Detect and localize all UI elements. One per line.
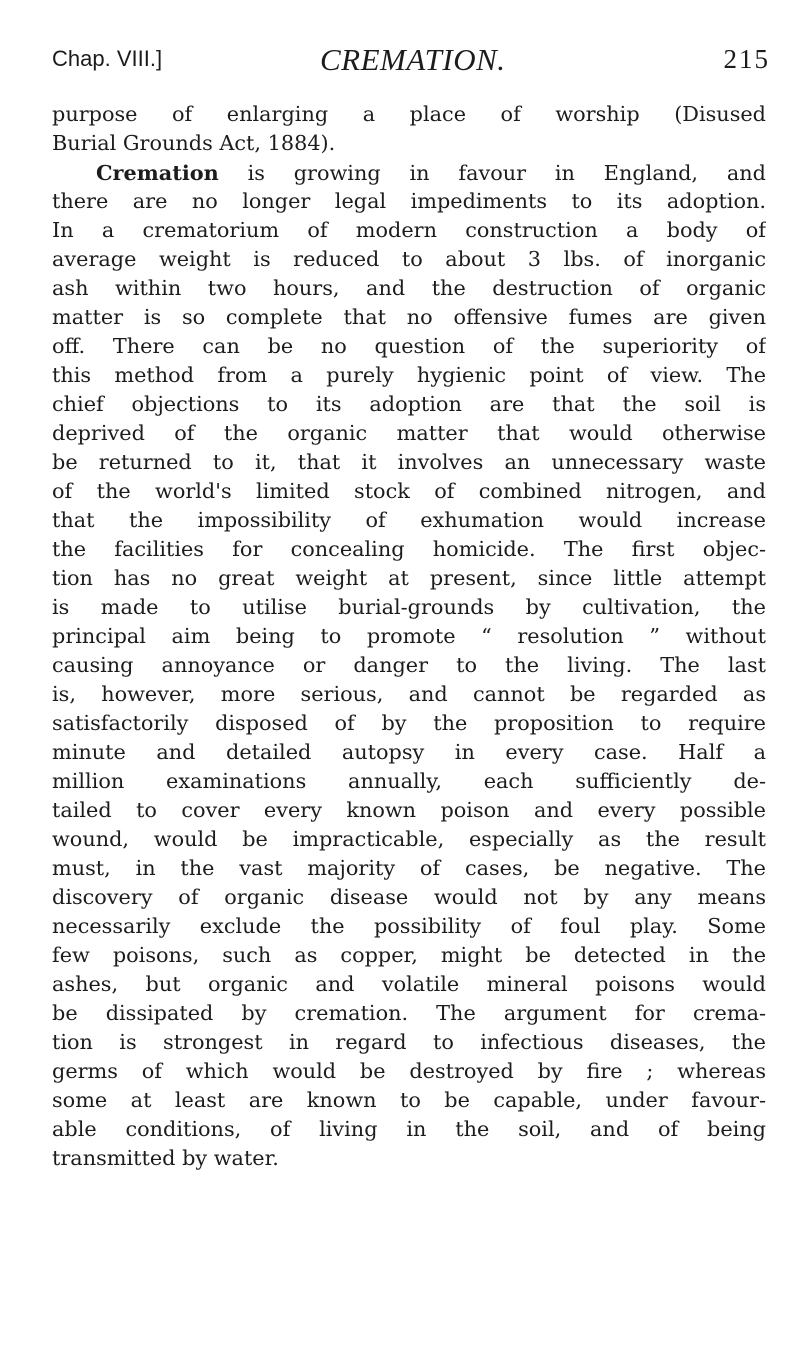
text-line: germs of which would be destroyed by fire ; whereas bbox=[52, 1059, 766, 1083]
text-line: tion is strongest in regard to infectious diseases, the bbox=[52, 1030, 766, 1054]
text-line: Burial Grounds Act, 1884). bbox=[52, 131, 336, 155]
text-line: satisfactorily disposed of by the proposition to require bbox=[52, 711, 766, 735]
text-line: is, however, more serious, and cannot be regarded as bbox=[52, 682, 766, 706]
text-line: necessarily exclude the possibility of foul play. Some bbox=[52, 914, 766, 938]
text-line: ash within two hours, and the destruction of organic bbox=[52, 276, 766, 300]
text-line: able conditions, of living in the soil, and of being bbox=[52, 1117, 766, 1141]
text-line: be dissipated by cremation. The argument for crema- bbox=[52, 1001, 766, 1025]
text-line: minute and detailed autopsy in every case. Half a bbox=[52, 740, 766, 764]
running-head bbox=[52, 42, 770, 82]
paragraph-closing-line: transmitted by water. bbox=[52, 1146, 279, 1170]
text-line: must, in the vast majority of cases, be negative. The bbox=[52, 856, 766, 880]
text-line: In a crematorium of modern construction a body of bbox=[52, 218, 766, 242]
text-line: that the impossibility of exhumation would increase bbox=[52, 508, 766, 532]
text-line: few poisons, such as copper, might be detected in the bbox=[52, 943, 766, 967]
cremation-lead-word: Cremation bbox=[96, 160, 219, 185]
text-line: matter is so complete that no offensive fumes are given bbox=[52, 305, 766, 329]
text-line: causing annoyance or danger to the living. The last bbox=[52, 653, 766, 677]
text-line: tion has no great weight at present, since little attempt bbox=[52, 566, 766, 590]
text-line: of the world's limited stock of combined nitrogen, and bbox=[52, 479, 766, 503]
text-line: there are no longer legal impediments to its adoption. bbox=[52, 189, 766, 213]
text-line: purpose of enlarging a place of worship (Disused bbox=[52, 102, 766, 126]
running-title: CREMATION. bbox=[320, 42, 506, 77]
text-line: wound, would be impracticable, especially as the result bbox=[52, 827, 766, 851]
text-line: the facilities for concealing homicide. The first objec- bbox=[52, 537, 766, 561]
text-line: tailed to cover every known poison and every possible bbox=[52, 798, 766, 822]
page-number: 215 bbox=[723, 44, 770, 74]
text-line: average weight is reduced to about 3 lbs. of inorganic bbox=[52, 247, 766, 271]
text-line: discovery of organic disease would not by any means bbox=[52, 885, 766, 909]
body-text bbox=[52, 100, 766, 1173]
text-line: ashes, but organic and volatile mineral poisons would bbox=[52, 972, 766, 996]
text-line: this method from a purely hygienic point of view. The bbox=[52, 363, 766, 387]
text-line: chief objections to its adoption are that the soil is bbox=[52, 392, 766, 416]
text-line: some at least are known to be capable, under favour- bbox=[52, 1088, 766, 1112]
text-line: be returned to it, that it involves an unnecessary waste bbox=[52, 450, 766, 474]
paragraph-body bbox=[52, 187, 766, 1144]
text-line: million examinations annually, each sufficiently de- bbox=[52, 769, 766, 793]
text-line: is made to utilise burial-grounds by cultivation, the bbox=[52, 595, 766, 619]
text-line: off. There can be no question of the superiority of bbox=[52, 334, 766, 358]
chapter-reference: Chap. VIII.] bbox=[52, 46, 163, 71]
text-line: principal aim being to promote “ resolution ” without bbox=[52, 624, 766, 648]
paragraph-opening-line bbox=[52, 158, 766, 187]
opening-line-rest: is growing in favour in England, and bbox=[218, 161, 766, 185]
text-line: deprived of the organic matter that would otherwise bbox=[52, 421, 766, 445]
